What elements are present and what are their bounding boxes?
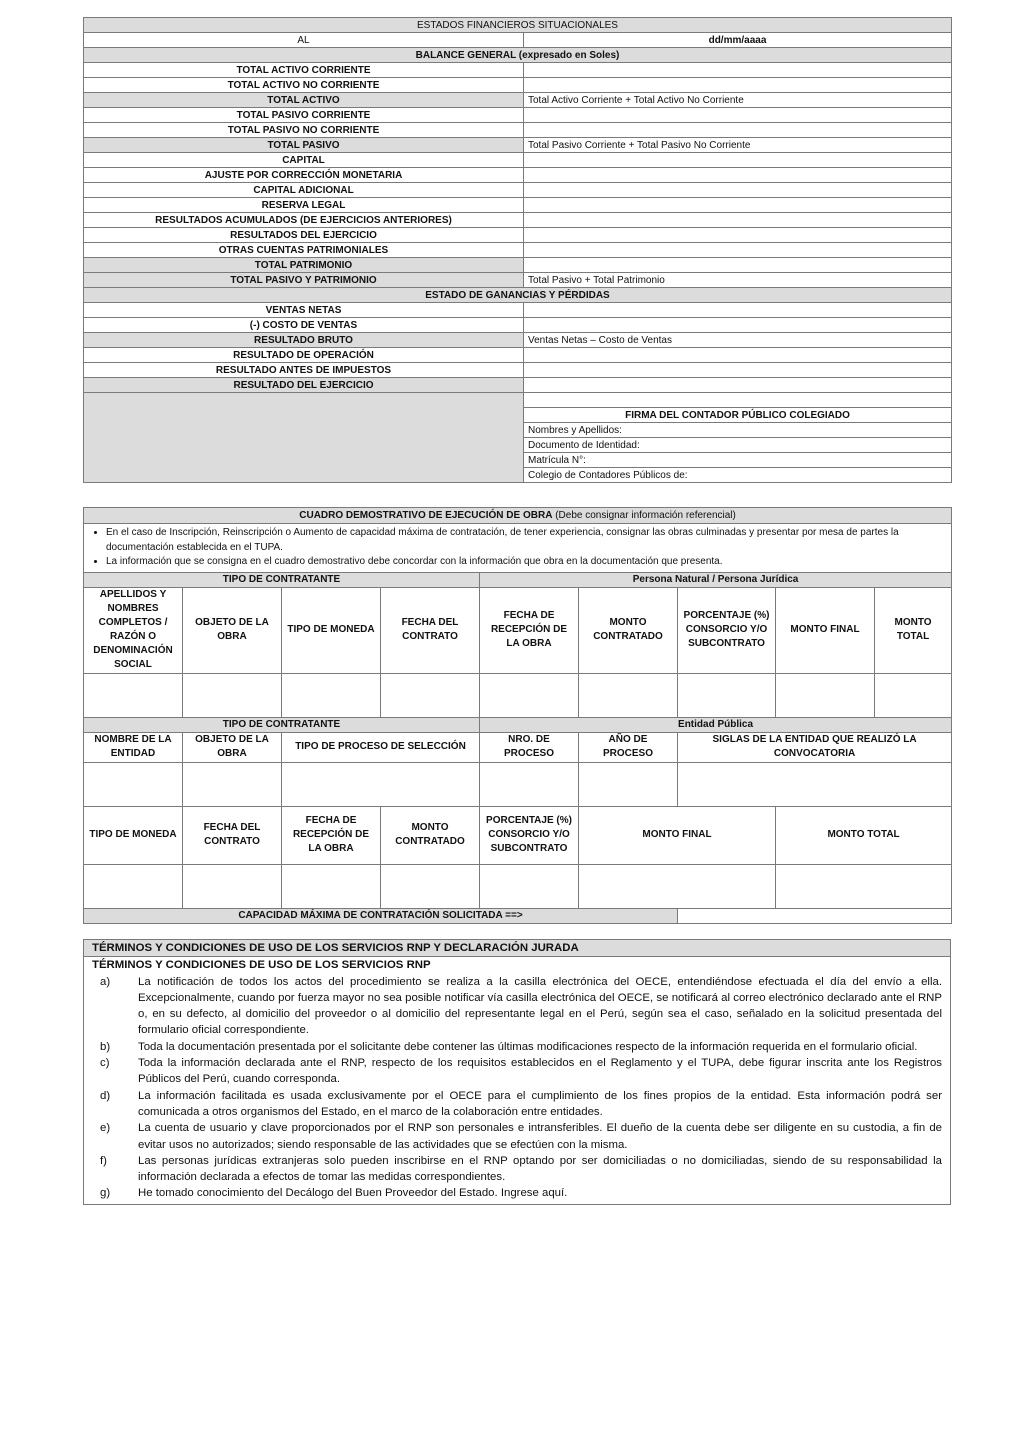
data-cell[interactable] xyxy=(381,673,480,717)
data-cell[interactable] xyxy=(776,673,875,717)
persona-natural-label: Persona Natural / Persona Jurídica xyxy=(480,572,952,587)
row-label: OTRAS CUENTAS PATRIMONIALES xyxy=(84,243,524,258)
col-header: FECHA DEL CONTRATO xyxy=(183,806,282,864)
row-label: CAPITAL ADICIONAL xyxy=(84,183,524,198)
col-header: FECHA DE RECEPCIÓN DE LA OBRA xyxy=(480,587,579,673)
terms-item[interactable] xyxy=(92,1185,942,1201)
terms-item-key: e) xyxy=(100,1122,111,1135)
row-value-field[interactable] xyxy=(524,123,952,138)
signature-field-colegio[interactable]: Colegio de Contadores Públicos de: xyxy=(524,468,952,483)
data-cell[interactable] xyxy=(183,864,282,908)
col-header: AÑO DE PROCESO xyxy=(579,732,678,762)
signature-area[interactable] xyxy=(84,393,524,483)
row-value-field[interactable]: Total Activo Corriente + Total Activo No Corriente xyxy=(524,93,952,108)
row-label: (-) COSTO DE VENTAS xyxy=(84,318,524,333)
data-cell[interactable] xyxy=(381,864,480,908)
data-cell[interactable] xyxy=(776,864,952,908)
row-value-field[interactable] xyxy=(524,108,952,123)
row-value-field[interactable] xyxy=(524,243,952,258)
terms-item-text: Toda la documentación presentada por el solicitante debe contener las últimas modificaciones respecto de la información requerida en el formulario oficial. xyxy=(138,1040,918,1053)
terms-item-text: La notificación de todos los actos del procedimiento se realiza a la casilla electrónica del OECE, entendiéndose efectuada el día del envío a ella. Excepcionalmente, cuando por fuerza mayor no sea posible notificar vía casilla electrónica del OECE, se notificará al correo electrónico declarado ante el RNP o, en su defecto, al domicilio del proveedor o al domicilio del representante legal en el Perú, según sea el caso, señalado en la solicitud presentada del formulario oficial correspondiente. xyxy=(138,975,942,1037)
terms-item xyxy=(92,1088,942,1121)
row-value-field[interactable]: Total Pasivo Corriente + Total Pasivo No Corriente xyxy=(524,138,952,153)
col-header: MONTO FINAL xyxy=(579,806,776,864)
row-value-field[interactable] xyxy=(524,363,952,378)
row-label: TOTAL PASIVO CORRIENTE xyxy=(84,108,524,123)
data-cell[interactable] xyxy=(282,673,381,717)
signature-title: FIRMA DEL CONTADOR PÚBLICO COLEGIADO xyxy=(524,408,952,423)
row-label: TOTAL ACTIVO NO CORRIENTE xyxy=(84,78,524,93)
tipo-contratante-label: TIPO DE CONTRATANTE xyxy=(84,717,480,732)
row-value-field[interactable] xyxy=(524,63,952,78)
balance-section-title: BALANCE GENERAL (expresado en Soles) xyxy=(84,48,952,63)
data-cell[interactable] xyxy=(84,762,183,806)
row-label: VENTAS NETAS xyxy=(84,303,524,318)
row-label: RESULTADO DEL EJERCICIO xyxy=(84,378,524,393)
capacidad-field[interactable] xyxy=(678,908,952,923)
col-header: OBJETO DE LA OBRA xyxy=(183,732,282,762)
row-value-field[interactable] xyxy=(524,228,952,243)
row-value-field[interactable] xyxy=(524,168,952,183)
terms-item-text: La información facilitada es usada exclusivamente por el OECE para el cumplimiento de los fines propios de la entidad. Esta información podrá ser comunicada a otros organismos del Estado, en el marco de la colaboración entre entidades. xyxy=(138,1089,942,1118)
obra-table xyxy=(83,507,952,924)
row-value-field[interactable]: Ventas Netas – Costo de Ventas xyxy=(524,333,952,348)
row-label: TOTAL ACTIVO CORRIENTE xyxy=(84,63,524,78)
signature-field-documento[interactable]: Documento de Identidad: xyxy=(524,438,952,453)
terms-item xyxy=(92,1055,942,1088)
col-header: MONTO TOTAL xyxy=(875,587,952,673)
date-field[interactable]: dd/mm/aaaa xyxy=(524,33,952,48)
col-header: PORCENTAJE (%) CONSORCIO Y/O SUBCONTRATO xyxy=(480,806,579,864)
row-label: TOTAL PASIVO xyxy=(84,138,524,153)
data-cell[interactable] xyxy=(579,864,776,908)
row-value-field[interactable] xyxy=(524,318,952,333)
signature-field-matricula[interactable]: Matrícula N°: xyxy=(524,453,952,468)
data-cell[interactable] xyxy=(875,673,952,717)
data-cell[interactable] xyxy=(84,864,183,908)
row-label: TOTAL ACTIVO xyxy=(84,93,524,108)
obra-title-note: (Debe consignar información referencial) xyxy=(555,509,736,521)
col-header: TIPO DE MONEDA xyxy=(282,587,381,673)
col-header: MONTO CONTRATADO xyxy=(579,587,678,673)
data-cell[interactable] xyxy=(678,673,776,717)
data-cell[interactable] xyxy=(480,762,579,806)
row-value-field[interactable] xyxy=(524,153,952,168)
obra-note: • La información que se consigna en el cuadro demostrativo debe concordar con la información que obra en la documentación que presenta. xyxy=(106,555,945,570)
obra-title-cell xyxy=(84,508,952,524)
terms-item xyxy=(92,1153,942,1186)
terms-subtitle: TÉRMINOS Y CONDICIONES DE USO DE LOS SERVICIOS RNP xyxy=(92,959,431,972)
terms-title: TÉRMINOS Y CONDICIONES DE USO DE LOS SERVICIOS RNP Y DECLARACIÓN JURADA xyxy=(84,940,951,957)
col-header: NOMBRE DE LA ENTIDAD xyxy=(84,732,183,762)
row-value-field[interactable] xyxy=(524,78,952,93)
col-header: MONTO FINAL xyxy=(776,587,875,673)
row-label: CAPITAL xyxy=(84,153,524,168)
col-header: TIPO DE PROCESO DE SELECCIÓN xyxy=(282,732,480,762)
col-header: MONTO TOTAL xyxy=(776,806,952,864)
data-cell[interactable] xyxy=(282,864,381,908)
al-label: AL xyxy=(84,33,524,48)
terms-item xyxy=(92,1120,942,1153)
data-cell[interactable] xyxy=(84,673,183,717)
terms-item-key: f) xyxy=(100,1154,107,1167)
data-cell[interactable] xyxy=(480,673,579,717)
terms-item xyxy=(92,1039,942,1055)
terms-table xyxy=(83,939,951,1205)
obra-note: • En el caso de Inscripción, Reinscripción o Aumento de capacidad máxima de contratación, de tener experiencia, consignar las obras culminadas y presentar por mesa de partes la documentación establecida en el TUPA. xyxy=(106,526,945,555)
row-value-field[interactable] xyxy=(524,348,952,363)
data-cell[interactable] xyxy=(678,762,952,806)
col-header: MONTO CONTRATADO xyxy=(381,806,480,864)
row-value-field[interactable] xyxy=(524,183,952,198)
capacidad-label: CAPACIDAD MÁXIMA DE CONTRATACIÓN SOLICITADA ==> xyxy=(84,908,678,923)
terms-item-key: d) xyxy=(100,1089,111,1102)
terms-item-text-link[interactable]: He tomado conocimiento del Decálogo del Buen Proveedor del Estado. Ingrese aquí. xyxy=(138,1187,568,1200)
obra-title: CUADRO DEMOSTRATIVO DE EJECUCIÓN DE OBRA xyxy=(299,509,553,521)
col-header: NRO. DE PROCESO xyxy=(480,732,579,762)
row-label: RESULTADOS DEL EJERCICIO xyxy=(84,228,524,243)
terms-item-text: Toda la información declarada ante el RNP, respecto de los requisitos establecidos en el Reglamento y el TUPA, debe figurar inscrita ante los Registros Públicos del Perú, cuando corresponda. xyxy=(138,1057,942,1086)
col-header: PORCENTAJE (%) CONSORCIO Y/O SUBCONTRATO xyxy=(678,587,776,673)
financial-statements-title: ESTADOS FINANCIEROS SITUACIONALES xyxy=(84,18,952,33)
terms-item-key: c) xyxy=(100,1057,110,1070)
data-cell[interactable] xyxy=(480,864,579,908)
row-value-field[interactable]: Total Pasivo + Total Patrimonio xyxy=(524,273,952,288)
row-value-field[interactable] xyxy=(524,303,952,318)
row-label: AJUSTE POR CORRECCIÓN MONETARIA xyxy=(84,168,524,183)
row-label: RESERVA LEGAL xyxy=(84,198,524,213)
obra-notes xyxy=(84,524,952,573)
row-label: TOTAL PASIVO NO CORRIENTE xyxy=(84,123,524,138)
col-header: FECHA DE RECEPCIÓN DE LA OBRA xyxy=(282,806,381,864)
terms-item-key: g) xyxy=(100,1187,111,1200)
col-header: FECHA DEL CONTRATO xyxy=(381,587,480,673)
data-cell[interactable] xyxy=(282,762,480,806)
terms-item xyxy=(92,974,942,1039)
row-value-field[interactable] xyxy=(524,198,952,213)
col-header: APELLIDOS Y NOMBRES COMPLETOS / RAZÓN O DENOMINACIÓN SOCIAL xyxy=(84,587,183,673)
row-label: TOTAL PATRIMONIO xyxy=(84,258,524,273)
col-header: OBJETO DE LA OBRA xyxy=(183,587,282,673)
row-value-field[interactable] xyxy=(524,378,952,393)
signature-field-nombres[interactable]: Nombres y Apellidos: xyxy=(524,423,952,438)
row-value-field[interactable] xyxy=(524,258,952,273)
row-label: RESULTADO BRUTO xyxy=(84,333,524,348)
col-header: TIPO DE MONEDA xyxy=(84,806,183,864)
tipo-contratante-label: TIPO DE CONTRATANTE xyxy=(84,572,480,587)
row-label: RESULTADO DE OPERACIÓN xyxy=(84,348,524,363)
row-label: RESULTADOS ACUMULADOS (DE EJERCICIOS ANTERIORES) xyxy=(84,213,524,228)
terms-item-text: La cuenta de usuario y clave proporcionados por el RNP son personales e intransferibles. El dueño de la cuenta debe ser diligente en su custodia, a fin de evitar usos no autorizados; siendo responsable de las actividades que se efectúen con la misma. xyxy=(138,1122,942,1151)
financial-statements-table xyxy=(83,17,952,483)
terms-item-text: Las personas jurídicas extranjeras solo pueden inscribirse en el RNP optando por ser domiciliadas o no domiciliadas, siendo de su responsabilidad la información declarada a efectos de tomar las medidas correspondientes. xyxy=(138,1154,942,1184)
terms-item-key: a) xyxy=(100,975,111,988)
entidad-publica-label: Entidad Pública xyxy=(480,717,952,732)
terms-body xyxy=(84,957,951,1204)
data-cell[interactable] xyxy=(579,762,678,806)
data-cell[interactable] xyxy=(183,673,282,717)
terms-item-key: b) xyxy=(100,1040,111,1053)
row-value-field[interactable] xyxy=(524,213,952,228)
row-label: RESULTADO ANTES DE IMPUESTOS xyxy=(84,363,524,378)
row-label: TOTAL PASIVO Y PATRIMONIO xyxy=(84,273,524,288)
data-cell[interactable] xyxy=(183,762,282,806)
income-section-title: ESTADO DE GANANCIAS Y PÉRDIDAS xyxy=(84,288,952,303)
col-header: SIGLAS DE LA ENTIDAD QUE REALIZÓ LA CONVOCATORIA xyxy=(678,732,952,762)
signature-spacer xyxy=(524,393,952,408)
data-cell[interactable] xyxy=(579,673,678,717)
